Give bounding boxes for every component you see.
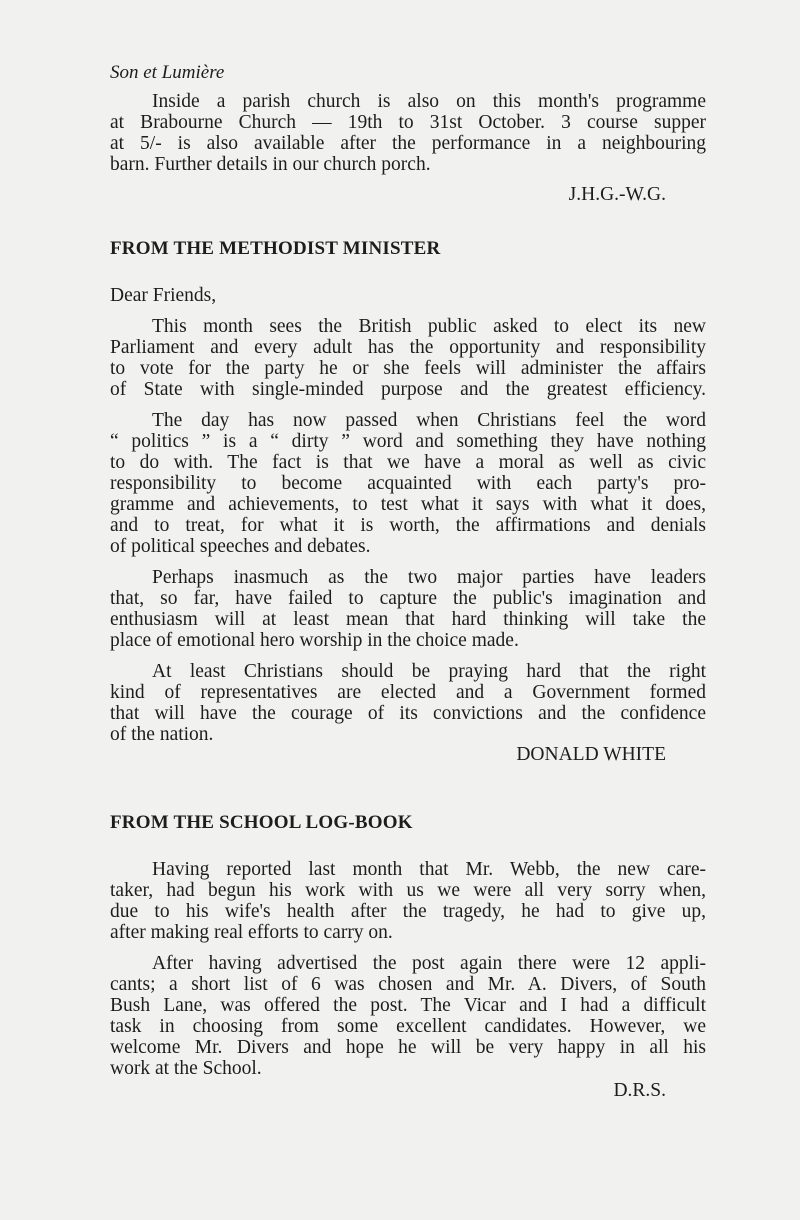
methodist-section [110, 238, 706, 765]
paragraph-line: of the nation. [110, 724, 214, 745]
paragraph [110, 567, 706, 651]
paragraph-line: “ politics ” is a “ dirty ” word and something they have nothing [110, 431, 706, 452]
paragraph-line: At least Christians should be praying hard that the right [152, 661, 706, 682]
paragraph-line: Inside a parish church is also on this month's programme [152, 91, 706, 112]
paragraph-line: of State with single-minded purpose and the greatest efficiency. [110, 379, 706, 400]
paragraph-line: Parliament and every adult has the opportunity and responsibility [110, 337, 706, 358]
paragraph-line: welcome Mr. Divers and hope he will be very happy in all his [110, 1037, 706, 1058]
section-title: Son et Lumière [110, 62, 225, 83]
paragraph-line: Bush Lane, was offered the post. The Vicar and I had a difficult [110, 995, 706, 1016]
paragraph-line: Perhaps inasmuch as the two major parties have leaders [152, 567, 706, 588]
paragraph-line: After having advertised the post again there were 12 appli- [152, 953, 706, 974]
paragraph-line: that will have the courage of its convictions and the confidence [110, 703, 706, 724]
signature: D.R.S. [613, 1080, 666, 1101]
paragraph [110, 661, 706, 745]
signature: DONALD WHITE [516, 744, 666, 765]
paragraph-line: kind of representatives are elected and a Government formed [110, 682, 706, 703]
paragraph-line: The day has now passed when Christians feel the word [152, 410, 706, 431]
paragraph-line: This month sees the British public asked to elect its new [152, 316, 706, 337]
paragraph-line: of political speeches and debates. [110, 536, 371, 557]
paragraph-line: to do with. The fact is that we have a moral as well as civic [110, 452, 706, 473]
paragraph-line: cants; a short list of 6 was chosen and Mr. A. Divers, of South [110, 974, 706, 995]
paragraph-line: work at the School. [110, 1058, 262, 1079]
paragraph-line: responsibility to become acquainted with each party's pro- [110, 473, 706, 494]
section-heading: FROM THE SCHOOL LOG-BOOK [110, 812, 413, 833]
school-logbook-section [110, 812, 706, 1101]
paragraph-line: at 5/- is also available after the performance in a neighbouring [110, 133, 706, 154]
paragraph-line: to vote for the party he or she feels will administer the affairs [110, 358, 706, 379]
section-heading: FROM THE METHODIST MINISTER [110, 238, 441, 259]
paragraph [110, 410, 706, 557]
paragraph-line: at Brabourne Church — 19th to 31st October. 3 course supper [110, 112, 706, 133]
paragraph-line: due to his wife's health after the tragedy, he had to give up, [110, 901, 706, 922]
signature: J.H.G.-W.G. [568, 184, 666, 205]
paragraph [110, 953, 706, 1079]
paragraph [110, 316, 706, 400]
paragraph-line: and to treat, for what it is worth, the affirmations and denials [110, 515, 706, 536]
son-et-lumiere-section [110, 62, 706, 205]
paragraph-line: gramme and achievements, to test what it says with what it does, [110, 494, 706, 515]
paragraph [110, 859, 706, 943]
paragraph-line: Having reported last month that Mr. Webb, the new care- [152, 859, 706, 880]
salutation: Dear Friends, [110, 285, 217, 306]
paragraph-line: that, so far, have failed to capture the public's imagination and [110, 588, 706, 609]
paragraph-line: barn. Further details in our church porch. [110, 154, 431, 175]
paragraph-line: place of emotional hero worship in the choice made. [110, 630, 519, 651]
paragraph-line: enthusiasm will at least mean that hard thinking will take the [110, 609, 706, 630]
paragraph-line: after making real efforts to carry on. [110, 922, 393, 943]
paragraph-line: task in choosing from some excellent candidates. However, we [110, 1016, 706, 1037]
paragraph-line: taker, had begun his work with us we were all very sorry when, [110, 880, 706, 901]
